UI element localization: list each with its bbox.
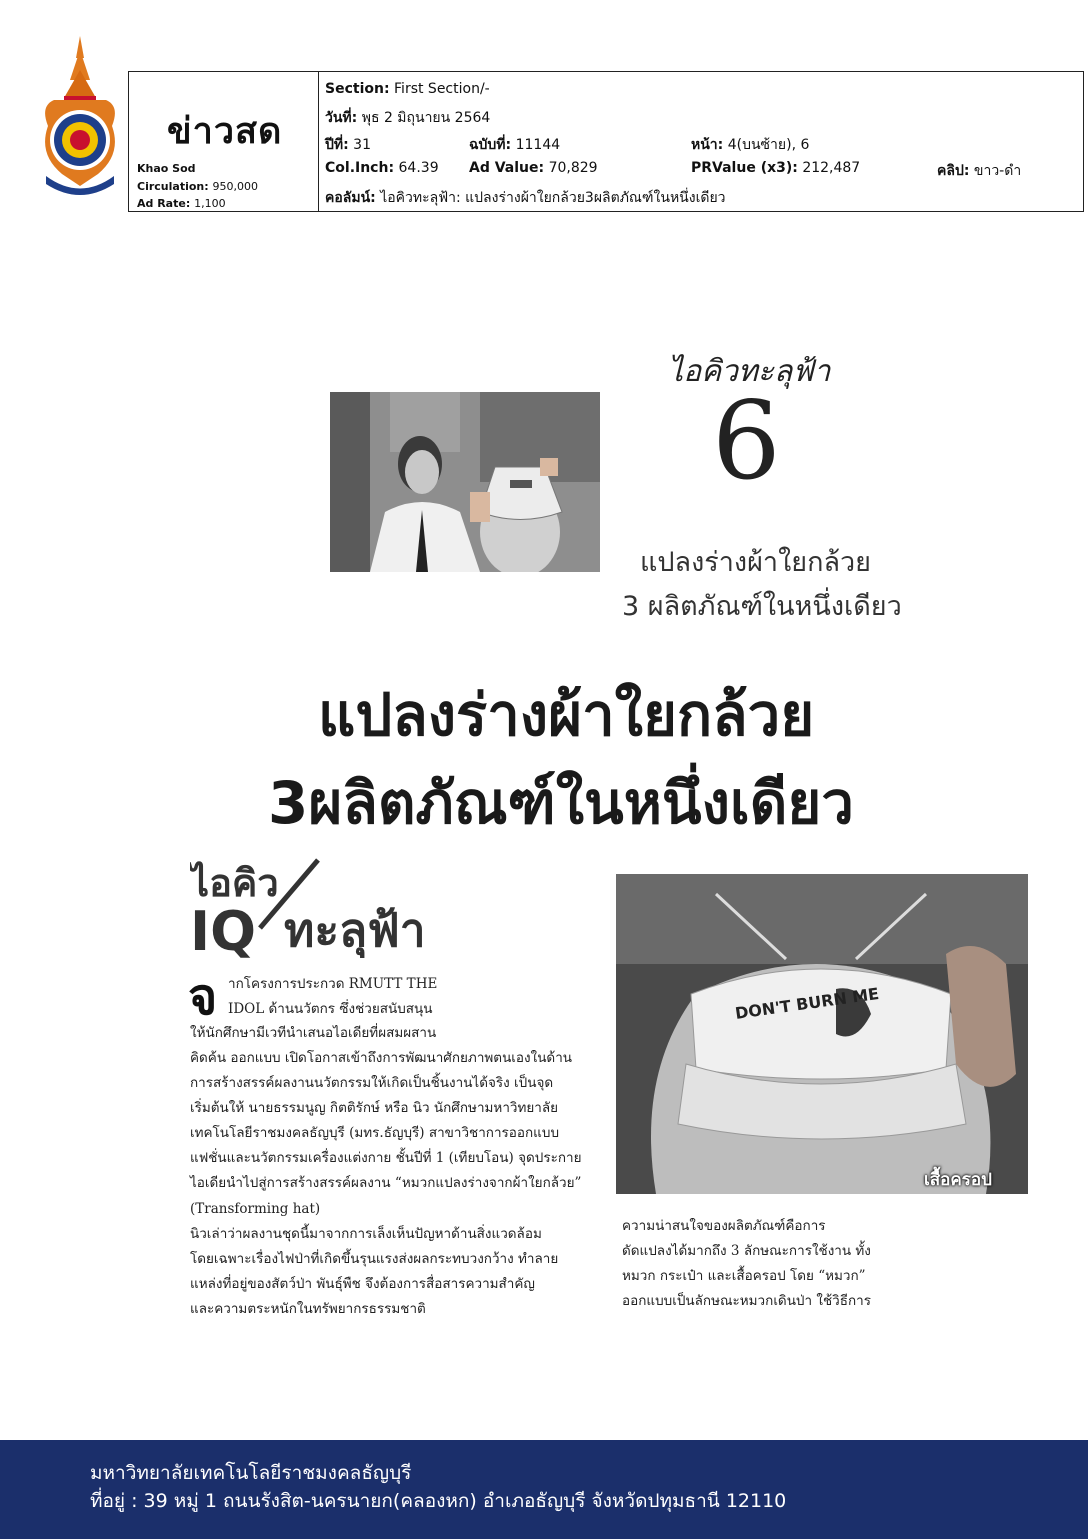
page-value: 4(บนซ้าย), 6: [727, 137, 810, 153]
column-row: [325, 187, 726, 209]
body-line: หมวก กระเป๋า และเสื้อครอป โดย “หมวก”: [622, 1268, 866, 1284]
paper-name-en: Khao Sod: [137, 162, 196, 175]
clipping-header: [128, 71, 1084, 212]
body-line: เริ่มต้นให้ นายธรรมนูญ กิตติรักษ์ หรือ นิว นักศึกษามหาวิทยาลัย: [190, 1100, 559, 1116]
issue-row: [469, 134, 560, 156]
clip-label: คลิป:: [937, 163, 970, 179]
column-value: ไอคิวทะลุฟ้า: แปลงร่างผ้าใยกล้วย3ผลิตภัณฑ์ในหนึ่งเดียว: [380, 190, 726, 206]
clip-row: [937, 160, 1021, 182]
body-line: เทคโนโลยีราชมงคลธัญบุรี (มทร.ธัญบุรี) สาขาวิชาการออกแบบ: [190, 1125, 560, 1141]
paper-name: ข่าวสด: [167, 111, 283, 152]
ad-rate-value: 1,100: [194, 197, 226, 210]
body-line: IDOL ด้านนวัตกร ซึ่งช่วยสนับสนุน: [228, 1001, 433, 1017]
teaser-deck-line1: แปลงร่างผ้าใยกล้วย: [640, 547, 871, 578]
column-logo-line2: ทะลุฟ้า: [284, 903, 426, 957]
issue-label: ฉบับที่:: [469, 137, 512, 153]
colinch-label: Col.Inch:: [325, 160, 395, 176]
advalue-row: [469, 160, 598, 176]
student-with-hat-photo: [330, 392, 600, 572]
body-line: ให้นักศึกษามีเวทีนำเสนอไอเดียที่ผสมผสาน: [190, 1025, 437, 1041]
photo2-caption: เสื้อครอป: [924, 1170, 992, 1190]
crop-top-photo: [616, 874, 1028, 1194]
body-line: ความน่าสนใจของผลิตภัณฑ์คือการ: [622, 1218, 826, 1234]
year-value: 31: [353, 137, 371, 153]
footer-address: ที่อยู่ : 39 หมู่ 1 ถนนรังสิต-นครนายก(คลองหก) อำเภอธัญบุรี จังหวัดปทุมธานี 12110: [90, 1490, 787, 1512]
body-line: และความตระหนักในทรัพยากรธรรมชาติ: [190, 1301, 426, 1317]
footer-bar: [0, 1440, 1088, 1539]
circulation-value: 950,000: [212, 180, 258, 193]
publication-info: [129, 72, 319, 211]
prvalue-value: 212,487: [802, 160, 861, 176]
teaser-kicker: ไอคิวทะลุฟ้า: [668, 354, 831, 389]
column-logo-line1: ไอคิว: [190, 861, 279, 905]
body-line: ดัดแปลงได้มากถึง 3 ลักษณะการใช้งาน ทั้ง: [622, 1243, 871, 1259]
body-line: (Transforming hat): [190, 1201, 321, 1217]
date-row: [325, 107, 490, 129]
university-logo: [38, 36, 122, 196]
section-label: Section:: [325, 81, 390, 97]
advalue-value: 70,829: [548, 160, 598, 176]
footer-university-name: มหาวิทยาลัยเทคโนโลยีราชมงคลธัญบุรี: [90, 1462, 412, 1484]
teaser-page-number: 6: [712, 379, 781, 504]
circulation: [137, 180, 258, 193]
prvalue-row: [691, 160, 860, 176]
section-row: [325, 81, 490, 97]
iq-column-logo: [190, 858, 470, 958]
photo2-print: DON'T BURN ME: [733, 983, 881, 1023]
body-line: ออกแบบเป็นลักษณะหมวกเดินป่า ใช้วิธีการ: [622, 1293, 871, 1309]
column-label: คอลัมน์:: [325, 190, 376, 206]
page-label: หน้า:: [691, 137, 724, 153]
ad-rate: [137, 197, 226, 210]
body-line: แฟชั่นและนวัตกรรมเครื่องแต่งกาย ชั้นปีที่ 1 (เทียบโอน) จุดประกาย: [190, 1150, 582, 1166]
body-line: การสร้างสรรค์ผลงานนวัตกรรมให้เกิดเป็นชิ้นงานได้จริง เป็นจุด: [190, 1075, 554, 1091]
teaser-deck-line2: 3 ผลิตภัณฑ์ในหนึ่งเดียว: [622, 591, 902, 622]
drop-cap: จ: [188, 967, 218, 1026]
column-logo-iq: IQ: [190, 900, 256, 958]
body-line: ากโครงการประกวด RMUTT THE: [228, 976, 438, 992]
ad-rate-label: Ad Rate:: [137, 197, 191, 210]
body-line: โดยเฉพาะเรื่องไฟป่าที่เกิดขึ้นรุนแรงส่งผลกระทบวงกว้าง ทำลาย: [190, 1251, 559, 1267]
body-line: แหล่งที่อยู่ของสัตว์ป่า พันธุ์พืช จึงต้องการสื่อสารความสำคัญ: [190, 1276, 535, 1292]
year-row: [325, 134, 371, 156]
clip-value: ขาว-ดำ: [973, 163, 1022, 179]
body-line: ไอเดียนำไปสู่การสร้างสรรค์ผลงาน “หมวกแปลงร่างจากผ้าใยกล้วย”: [190, 1175, 582, 1191]
date-label: วันที่:: [325, 110, 358, 126]
headline-line1: แปลงร่างผ้าใยกล้วย: [318, 681, 815, 749]
body-line: คิดค้น ออกแบบ เปิดโอกาสเข้าถึงการพัฒนาศักยภาพตนเองในด้าน: [190, 1050, 573, 1066]
year-label: ปีที่:: [325, 137, 349, 153]
prvalue-label: PRValue (x3):: [691, 160, 798, 176]
body-line: นิวเล่าว่าผลงานชุดนี้มาจากการเล็งเห็นปัญหาด้านสิ่งแวดล้อม: [190, 1226, 542, 1242]
headline-line2: 3ผลิตภัณฑ์ในหนึ่งเดียว: [268, 769, 854, 837]
colinch-row: [325, 160, 439, 176]
colinch-value: 64.39: [398, 160, 439, 176]
date-value: พุธ 2 มิถุนายน 2564: [361, 110, 491, 126]
section-value: First Section/-: [394, 81, 490, 97]
circulation-label: Circulation:: [137, 180, 209, 193]
advalue-label: Ad Value:: [469, 160, 545, 176]
page-row: [691, 134, 809, 156]
issue-value: 11144: [515, 137, 561, 153]
